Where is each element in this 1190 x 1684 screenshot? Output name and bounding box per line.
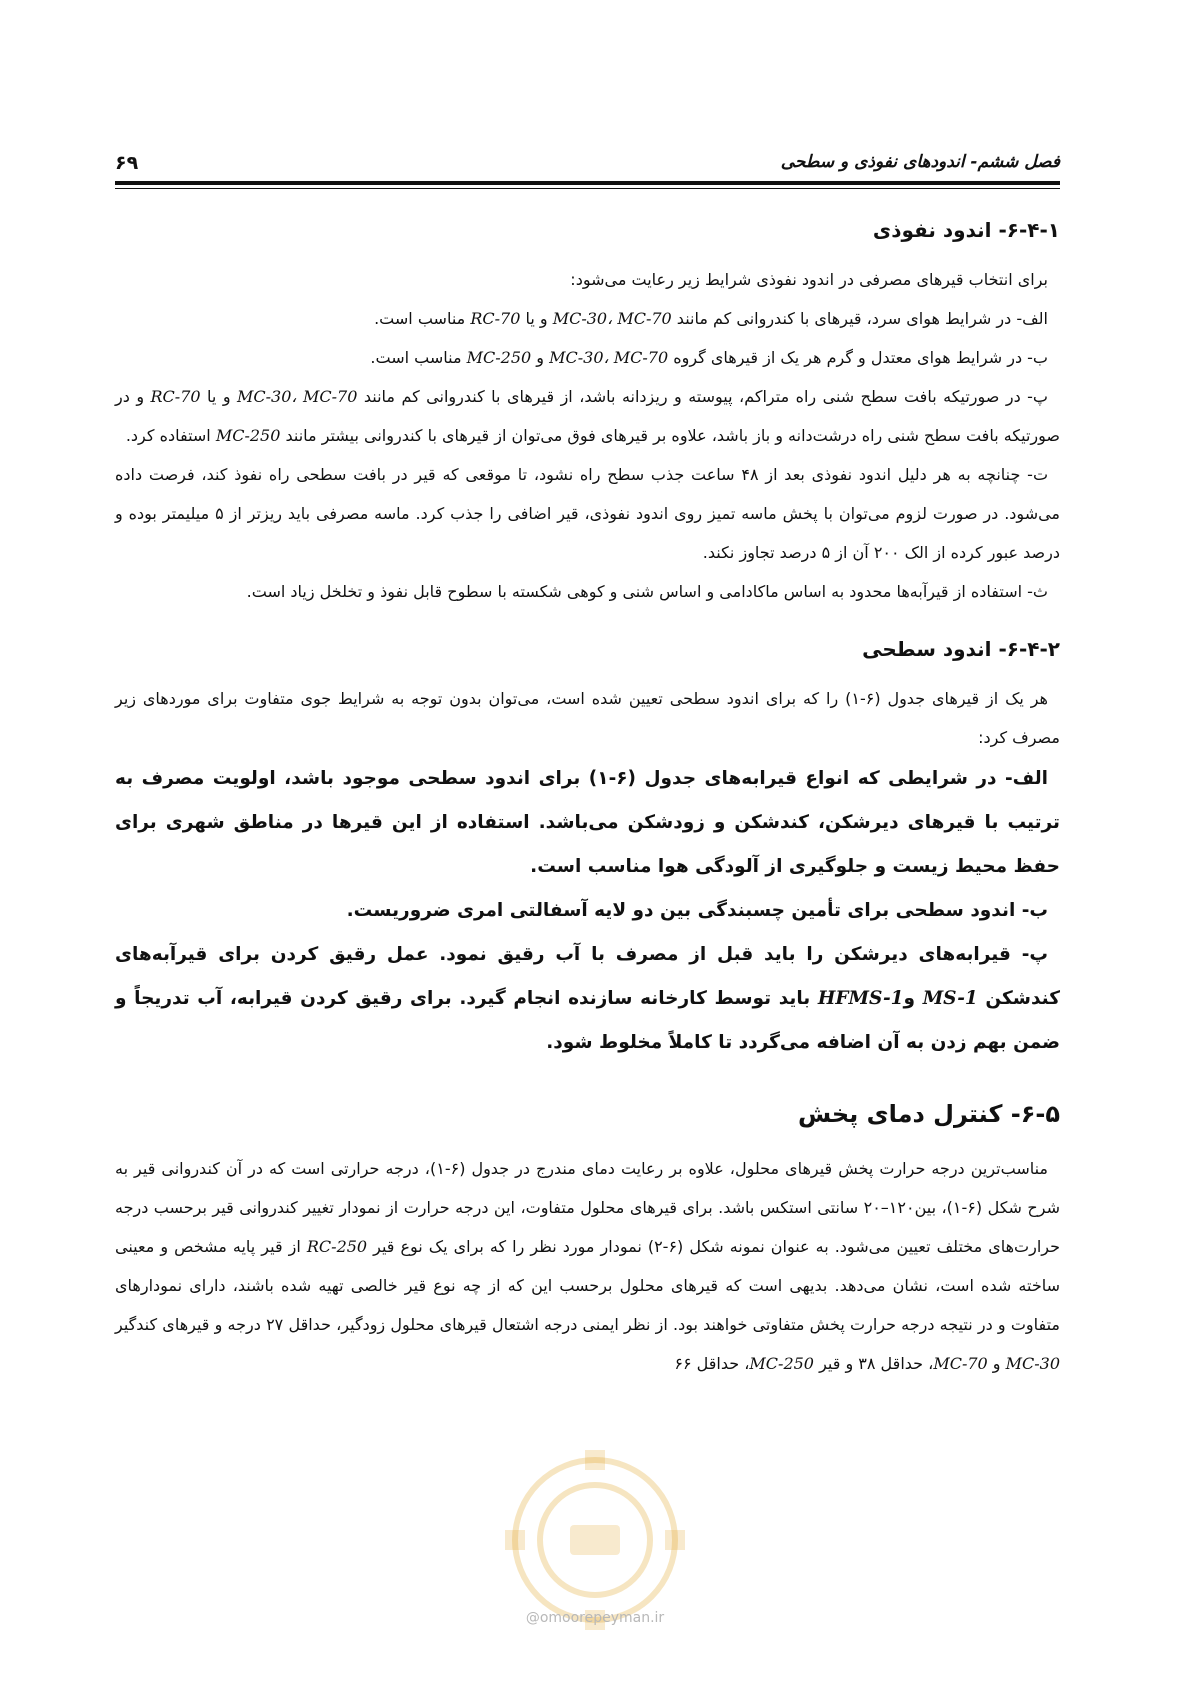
grade-text: MC-250 <box>466 348 532 367</box>
grade-text: MC-30، MC-70 <box>237 387 358 406</box>
section-heading-prime-coat: ۶-۴-۱- اندود نفوذی <box>872 218 1060 242</box>
grade-text: MC-250 <box>215 426 281 445</box>
page-body <box>115 200 1060 1383</box>
grade-text: RC-250 <box>306 1237 368 1256</box>
paragraph-tack-intro: هر یک از قیرهای جدول (۶-۱) را که برای اندود سطحی تعیین شده است، می‌توان بدون توجه به شرایط جوی متفاوت برای موردهای زیر مصرف کرد: <box>115 689 1060 747</box>
page-number: ۶۹ <box>115 152 139 174</box>
grade-text: MC-30، MC-70 <box>552 309 672 328</box>
grade-text: RC-70 <box>150 387 201 406</box>
list-item-tack-b: ب- اندود سطحی برای تأمین چسبندگی بین دو لایه آسفالتی امری ضروریست. <box>346 900 1048 921</box>
header-rule-thick <box>115 181 1060 185</box>
list-item-prime-s: ث- استفاده از قیرآبه‌ها محدود به اساس ماکادامی و اساس شنی و کوهی شکسته با سطوح قابل نفوذ و تخلخل زیاد است. <box>246 582 1048 601</box>
paragraph-temperature: مناسب‌ترین درجه حرارت پخش قیرهای محلول، علاوه بر رعایت دمای مندرج در جدول (۶-۱)، درجه حرارتی است که در آن کندروانی قیر به شرح شکل (۶-۱)، بین۱۲۰–۲۰ سانتی استکس باشد. برای قیرهای محلول متفاوت، این درجه حرارت از نمودار تغییر کندروانی قیر برحسب درجه حرارت‌های مختلف تعیین می‌شود. به عنوان نمونه شکل (۶-۲) نمودار مورد نظر را که برای یک نوع قیر RC-250 از قیر پایه مشخص و معینی ساخته شده است، نشان می‌دهد. بدیهی است که قیرهای محلول برحسب این که از چه نوع قیر خالصی تهیه شده باشند، دارای نمودارهای متفاوت و در نتیجه درجه حرارت پخش متفاوتی خواهند بود. از نظر ایمنی درجه اشتعال قیرهای محلول زودگیر، حداقل ۲۷ درجه و قیرهای کندگیر MC-30 و MC-70، حداقل ۳۸ و قیر MC-250، حداقل ۶۶ <box>115 1159 1061 1373</box>
grade-text: HFMS-1 <box>817 988 904 1009</box>
grade-text: RC-70 <box>470 309 521 328</box>
page-header <box>115 150 1060 180</box>
header-rule-thin <box>115 188 1060 189</box>
grade-text: MC-30 <box>1005 1354 1060 1373</box>
grade-text: MS-1 <box>922 988 978 1009</box>
list-item-prime-b: ب- در شرایط هوای معتدل و گرم هر یک از قیرهای گروه MC-30، MC-70 و MC-250 مناسب است. <box>370 348 1048 367</box>
list-item-prime-t: ت- چنانچه به هر دلیل اندود نفوذی بعد از ۴۸ ساعت جذب سطح راه نشود، تا موقعی که قیر در بافت سطحی راه نفوذ کند، فرصت داده می‌شود. در صورت لزوم می‌توان با پخش ماسه تمیز روی اندود نفوذی، قیر اضافی را جذب کرد. ماسه مصرفی باید ریزتر از ۵ میلیمتر بوده و درصد عبور کرده از الک ۲۰۰ آن از ۵ درصد تجاوز نکند. <box>115 465 1061 562</box>
list-item-prime-p: پ- در صورتیکه بافت سطح شنی راه متراکم، پیوسته و ریزدانه باشد، از قیرهای با کندروانی کم مانند MC-30، MC-70 و یا RC-70 و در صورتیکه بافت سطح شنی راه درشت‌دانه و باز باشد، علاوه بر قیرهای فوق می‌توان از قیرهای با کندروانی بیشتر مانند MC-250 استفاده کرد. <box>115 387 1060 445</box>
list-item-tack-a: الف- در شرایطی که انواع قیرابه‌های جدول (۶-۱) برای اندود سطحی موجود باشد، اولویت مصرف به ترتیب با قیرهای دیرشکن، کندشکن و زودشکن می‌باشد. استفاده از این قیرها در مناطق شهری برای حفظ محیط زیست و جلوگیری از آلودگی هوا مناسب است. <box>115 768 1060 877</box>
grade-text: MC-30، MC-70 <box>549 348 669 367</box>
grade-text: MC-70 <box>933 1354 988 1373</box>
list-item-tack-p: پ- قیرابه‌های دیرشکن را باید قبل از مصرف با آب رقیق نمود. عمل رقیق کردن برای قیرآبه‌های کندشکن MS-1 وHFMS-1 باید توسط کارخانه سازنده انجام گیرد. برای رقیق کردن قیرابه، آب تدریجاً و ضمن بهم زدن به آن اضافه می‌گردد تا کاملاً مخلوط شود. <box>115 944 1060 1053</box>
list-item-prime-a: الف- در شرایط هوای سرد، قیرهای با کندروانی کم مانند MC-30، MC-70 و یا RC-70 مناسب است. <box>374 309 1048 328</box>
section-heading-temperature: ۶-۵- کنترل دمای پخش <box>797 1100 1060 1128</box>
grade-text: MC-250 <box>749 1354 814 1373</box>
paragraph-prime-intro: برای انتخاب قیرهای مصرفی در اندود نفوذی شرایط زیر رعایت می‌شود: <box>570 270 1048 289</box>
chapter-title: فصل ششم- اندودهای نفوذی و سطحی <box>780 152 1060 172</box>
section-heading-tack-coat: ۶-۴-۲- اندود سطحی <box>862 637 1060 661</box>
watermark-text: @omoorepeyman.ir <box>525 1610 665 1626</box>
